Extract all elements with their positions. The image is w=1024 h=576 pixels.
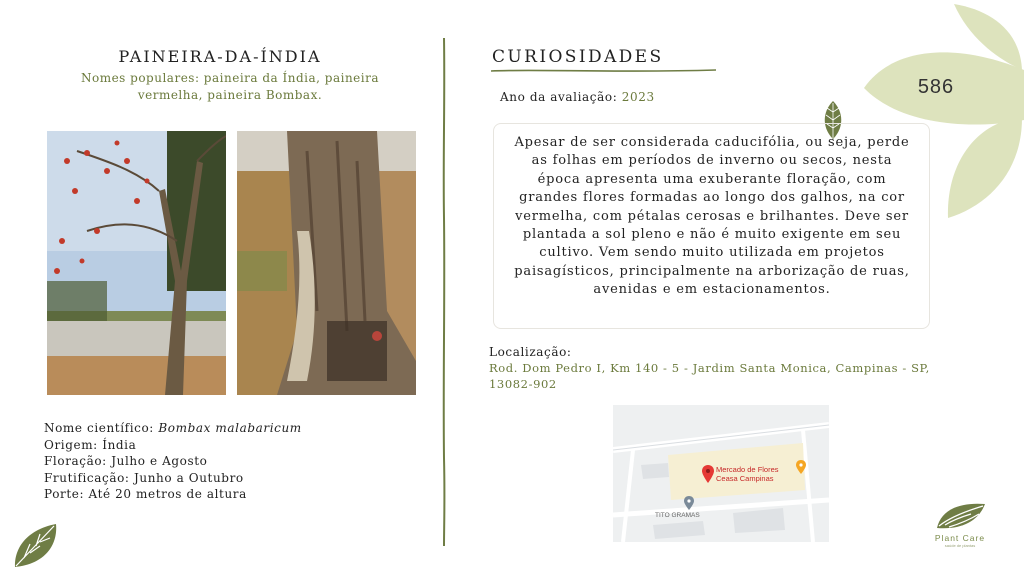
section-title: CURIOSIDADES xyxy=(492,47,664,67)
map-place-label-secondary: TITO GRAMAS xyxy=(655,512,700,519)
popular-names: Nomes populares: paineira da Índia, paineira vermelha, paineira Bombax. xyxy=(80,71,380,102)
logo-name: Plant Care xyxy=(934,533,986,543)
fruiting: Frutificação: Junho a Outubro xyxy=(44,470,244,485)
curiosity-text: Apesar de ser considerada caducifólia, ou seja, perde as folhas em períodos de inverno ou secos, nesta época apresenta uma exuberante floração, com grandes flores formadas ao longo dos galhos, na cor vermelha, com pétalas cerosas e brilhantes. Deve ser plantada a sol pleno e não é muito exigente em seu cultivo. Vem sendo muito utilizada em projetos paisagísticos, principalmente na arborização de ruas, avenidas e em estacionamentos. xyxy=(514,135,910,298)
logo-tagline: saúde de plantas xyxy=(944,543,976,548)
page-number: 586 xyxy=(917,76,955,98)
location-label: Localização: xyxy=(489,345,572,359)
leaf-bottom xyxy=(948,118,1022,218)
flowering: Floração: Julho e Agosto xyxy=(44,454,208,469)
scientific-name: Nome científico: Bombax malabaricum xyxy=(44,421,302,435)
place-pin-icon[interactable] xyxy=(796,460,806,474)
vertical-divider xyxy=(441,38,447,546)
map-place-label: Mercado de Flores Ceasa Campinas xyxy=(716,465,779,483)
origin: Origem: Índia xyxy=(44,437,137,452)
gray-pin-icon[interactable] xyxy=(684,496,694,510)
location-map[interactable] xyxy=(613,405,829,542)
plant-care-logo-icon xyxy=(935,500,987,532)
map-pin-icon[interactable] xyxy=(702,465,714,483)
plant-info xyxy=(44,420,302,503)
leaf-icon xyxy=(10,520,60,570)
tree-photo xyxy=(47,131,226,395)
evaluation-year: Ano da avaliação: 2023 xyxy=(500,90,655,104)
trunk-photo xyxy=(237,131,416,395)
size: Porte: Até 20 metros de altura xyxy=(44,487,247,502)
location-address: Rod. Dom Pedro I, Km 140 - 5 - Jardim Santa Monica, Campinas - SP, 13082-902 xyxy=(489,361,930,391)
title-underline xyxy=(491,67,716,75)
plant-title: PAINEIRA-DA-ÍNDIA xyxy=(118,47,322,66)
